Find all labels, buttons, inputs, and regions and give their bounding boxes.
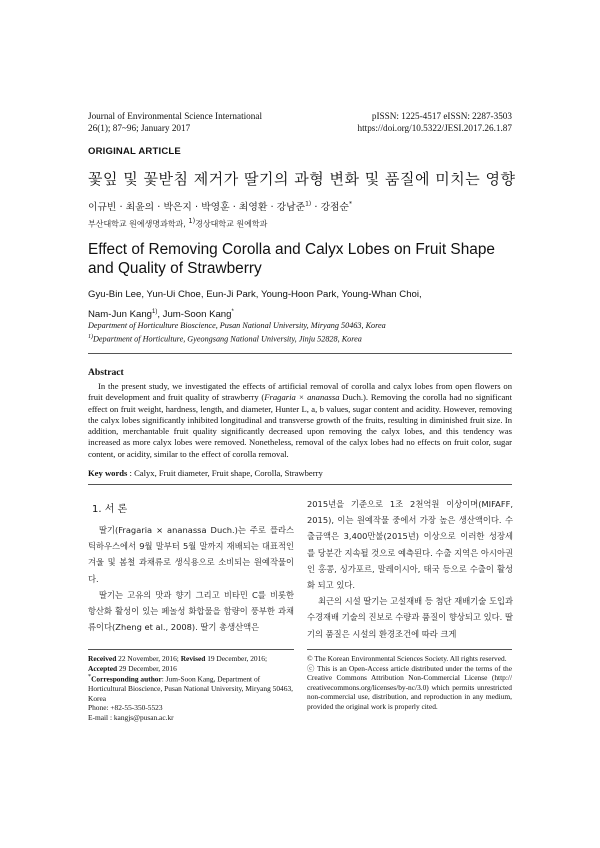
authors-english-line1: Gyu-Bin Lee, Yun-Ui Choe, Eun-Ji Park, Young-Hoon Park, Young-Whan Choi,: [88, 289, 422, 300]
affiliation-english: [88, 320, 518, 345]
accepted-label: Accepted: [88, 663, 118, 673]
corresponding-author: [88, 673, 298, 703]
received-label: Received: [88, 654, 117, 663]
divider-middle: [88, 484, 512, 485]
authors-english-line2a: Nam-Jun Kang: [88, 308, 152, 320]
body-column-left: [88, 522, 294, 635]
abstract-part2: Duch.). Removing the corolla had no significant effect on fruit weight, hardness, length, and diameter, Hunter L, a, b values, sugar content and acidity. However, removing the calyx lobes significantly inhibited longitudinal and transverse growth of the fruits, resulting in diminished fruit size. In addition, merchantable fruit quality significantly decreased upon removing the calyx lobes, and this tendency was increased as more calyx lobes were removed. Nonetheless, removal of the calyx lobes had no effects on fruit color, sugar content, or acidity, similar to the effect of corolla removal.: [88, 392, 512, 459]
divider-top: [88, 353, 512, 354]
abstract-species: Fragaria × ananassa: [264, 392, 340, 403]
authors-english-line2b: , Jum-Soon Kang: [157, 308, 232, 320]
corresponding-text: : Jum-Soon Kang, Department of Horticultural Bioscience, Pusan National University, Miryang 50463, Korea: [88, 674, 293, 703]
authors-korean-part2: · 강점순: [311, 202, 349, 213]
keywords: [88, 468, 512, 478]
footnote-right: [307, 654, 512, 712]
corresponding-sup: *: [88, 674, 92, 681]
revised-label: Revised: [180, 654, 206, 663]
keywords-value: : Calyx, Fruit diameter, Fruit shape, Corolla, Strawberry: [127, 468, 323, 478]
journal-doi[interactable]: https://doi.org/10.5322/JESI.2017.26.1.87: [357, 123, 512, 133]
authors-english-sup2: *: [231, 308, 234, 315]
body-left-paragraph-2: 딸기는 고유의 맛과 향기 그리고 비타민 C를 비롯한 항산화 활성이 있는 페놀성 화합물을 함량이 풍부한 과채류이다(Zheng et al., 2008). 딸기 총생산액은: [88, 589, 294, 633]
affiliation-english-line2: Department of Horticulture, Gyeongsang National University, Jinju 52828, Korea: [93, 334, 362, 344]
copyright: © The Korean Environmental Sciences Society. All rights reserved.: [307, 654, 507, 663]
journal-issn: pISSN: 1225-4517 eISSN: 2287-3503: [371, 111, 512, 121]
title-korean: 꽃잎 및 꽃받침 제거가 딸기의 과형 변화 및 품질에 미치는 영향: [88, 170, 516, 188]
accepted-line: [88, 664, 298, 674]
footnote-divider-left: [88, 649, 294, 650]
affiliation-korean: [88, 217, 518, 230]
authors-korean-sup1: 1): [305, 200, 312, 208]
affiliation-english-sup: 1): [88, 333, 93, 340]
section-heading-introduction: 1. 서 론: [92, 504, 128, 515]
authors-english-sup1: 1): [152, 308, 158, 315]
phone: Phone: +82-55-350-5523: [88, 703, 163, 713]
body-right-paragraph-2: 최근의 시설 딸기는 고설재배 등 첨단 재배기술 도입과 수경재배 기술의 진보로 수량과 품질이 향상되고 있다. 딸기의 품질은 시설의 환경조건에 따라 크게: [307, 596, 513, 639]
affiliation-korean-part2: 경상대학교 원예학과: [195, 219, 268, 229]
license: ⓒ This is an Open-Access article distributed under the terms of the Creative Commons Attribution Non-Commercial License (http:// creativecommons.org/licenses/by-nc/3.0) which permits unrestricted non-commercial use, distribution, and reproduction in any medium, provided the original work is properly cited.: [307, 663, 512, 711]
affiliation-english-line2-wrap: [88, 332, 518, 345]
body-column-right: [307, 496, 513, 642]
footnote-divider-right: [307, 649, 512, 650]
affiliation-korean-part1: 부산대학교 원예생명과학과,: [88, 219, 189, 229]
affiliation-english-line1: Department of Horticulture Bioscience, Pusan National University, Miryang 50463, Korea: [88, 321, 386, 330]
authors-english: [88, 286, 518, 323]
email[interactable]: E-mail : kangjs@pusan.ac.kr: [88, 713, 174, 723]
journal-identifiers: [272, 110, 512, 134]
revised-date: 19 December, 2016;: [205, 654, 268, 663]
affiliation-korean-sup: 1): [188, 217, 196, 225]
journal-name: Journal of Environmental Science International: [88, 111, 262, 121]
corresponding-label: Corresponding author: [91, 674, 162, 684]
authors-korean: [88, 199, 518, 213]
title-english: Effect of Removing Corolla and Calyx Lobes on Fruit Shape and Quality of Strawberry: [88, 241, 495, 277]
accepted-date: 29 December, 2016: [117, 663, 177, 673]
body-right-paragraph-1: 2015년을 기준으로 1조 2천억원 이상이며(MIFAFF, 2015), 이는 원예작물 중에서 가장 높은 생산액이다. 수출금액은 3,400만불(2015년) 이상으로 이러한 성장세를 당분간 지속될 것으로 예측된다. 수출 지역은 아시아권인 홍콩, 싱가포르, 말레이시아, 태국 등으로 수출이 활성화 되고 있다.: [307, 499, 513, 591]
footnote-left: [88, 654, 298, 723]
received-date: 22 November, 2016;: [116, 654, 181, 663]
received-line: [88, 654, 298, 664]
article-type: ORIGINAL ARTICLE: [88, 146, 181, 157]
authors-korean-sup2: *: [348, 200, 352, 208]
journal-issue: 26(1); 87~96; January 2017: [88, 123, 191, 133]
keywords-label: Key words: [88, 468, 128, 478]
authors-korean-part1: 이규빈 · 최윤의 · 박은지 · 박영훈 · 최영환 · 강남준: [88, 202, 306, 213]
abstract-part1: In the present study, we investigated the effects of artificial removal of corolla and calyx lobes from open flowers on fruit development and fruit quality of strawberry (: [88, 381, 512, 403]
body-left-paragraph-1: 딸기(Fragaria × ananassa Duch.)는 주로 플라스틱하우스에서 9월 말부터 5월 말까지 재배되는 대표적인 겨울 및 봄철 과채류로 생식용으로 소비되는 원예작물이다.: [88, 525, 294, 584]
abstract-heading: Abstract: [88, 367, 124, 378]
abstract-body: [88, 381, 512, 460]
